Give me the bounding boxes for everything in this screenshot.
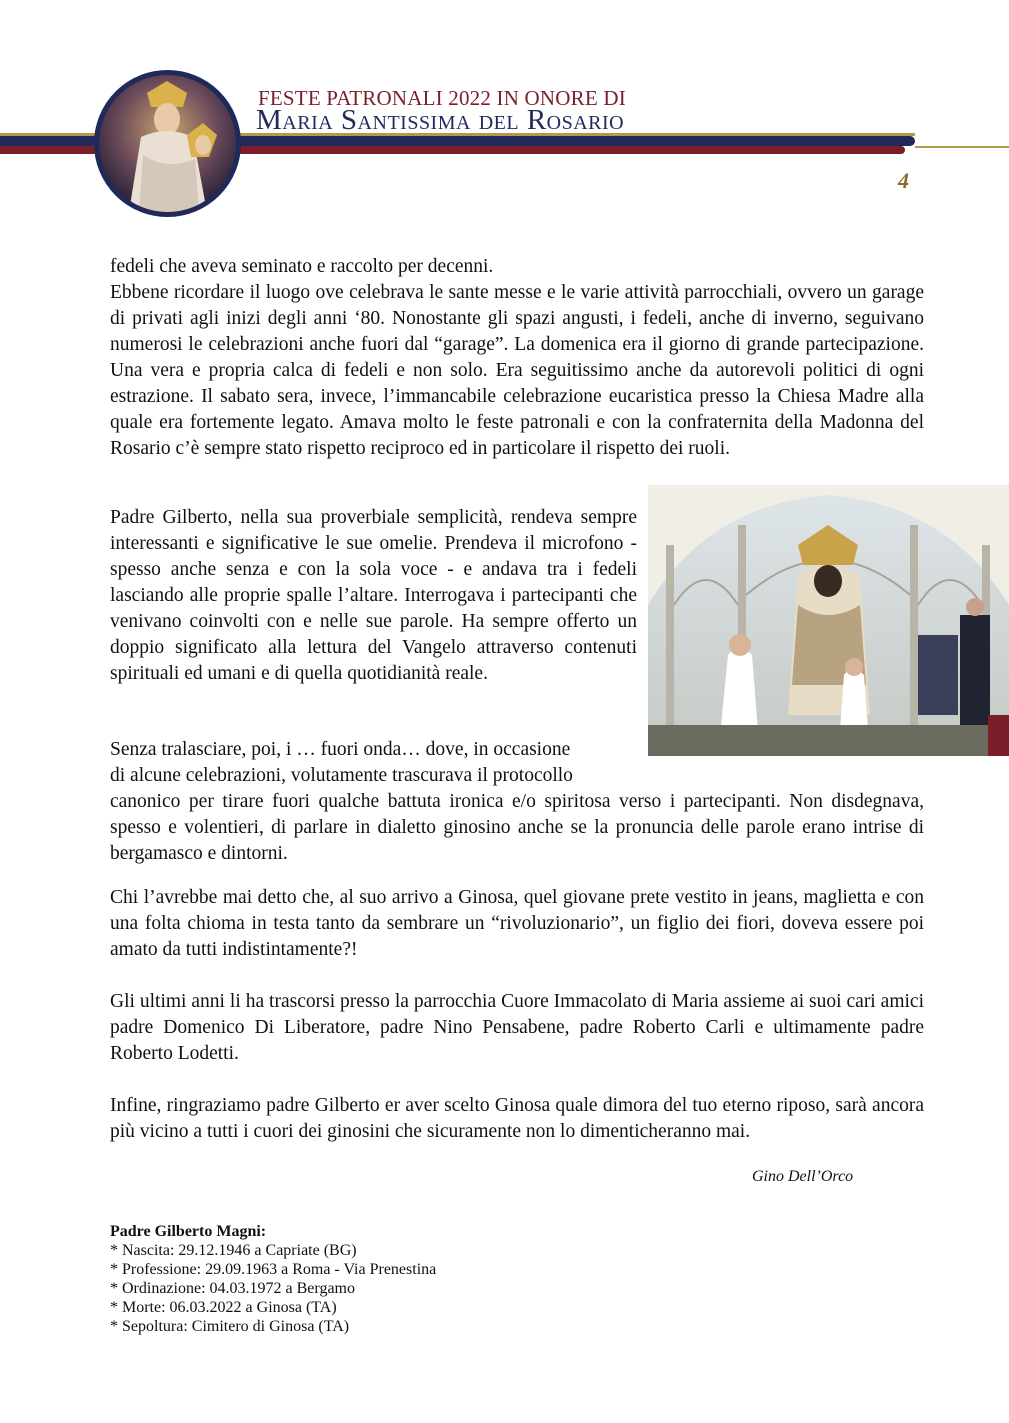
facts-title: Padre Gilberto Magni: xyxy=(110,1223,267,1240)
header-title: Maria Santissima del Rosario xyxy=(256,104,625,136)
paragraph-3-rest: canonico per tirare fuori qualche battuta ironica e/o spiritosa verso i partecipanti. Non disdegnava, spesso e volentieri, di parlare in dialetto ginosino anche se la pronuncia delle parole erano intrise di bergamasco e dintorni. xyxy=(110,791,924,864)
fact-burial: * Sepoltura: Cimitero di Ginosa (TA) xyxy=(110,1318,350,1335)
header-subtitle: FESTE PATRONALI 2022 IN ONORE DI xyxy=(258,86,626,110)
paragraph-2: Padre Gilberto, nella sua proverbiale semplicità, rendeva sempre interessanti e significative le sue omelie. Prendeva il microfono - spesso anche senza e con la sola voce - e andava tra i fedeli lasciando alle proprie spalle l’altare. Interrogava i partecipanti che venivano coinvolti con e nelle sue parole. Ha sempre offerto un doppio significato alla lettura del Vangelo attraverso contenuti spirituali ed umani e di quella quotidianità reale. xyxy=(110,507,637,684)
madonna-medallion-image xyxy=(94,70,241,217)
paragraph-1-line-1: fedeli che aveva seminato e raccolto per decenni. xyxy=(110,256,494,277)
procession-photo xyxy=(648,485,1009,756)
fact-ordination: * Ordinazione: 04.03.1972 a Bergamo xyxy=(110,1280,355,1297)
paragraph-3-line-2: di alcune celebrazioni, volutamente trascurava il protocollo xyxy=(110,765,573,786)
fact-death: * Morte: 06.03.2022 a Ginosa (TA) xyxy=(110,1299,337,1316)
author-signature: Gino Dell’Orco xyxy=(752,1168,854,1185)
header-gold-rule xyxy=(915,146,1009,148)
paragraph-5: Gli ultimi anni li ha trascorsi presso la parrocchia Cuore Immacolato di Maria assieme ai suoi cari amici padre Domenico Di Liberatore, padre Nino Pensabene, padre Roberto Carli e ultimamente padre Roberto Lodetti. xyxy=(110,991,924,1064)
paragraph-3 xyxy=(110,737,924,867)
page-number: 4 xyxy=(898,168,909,193)
paragraph-4: Chi l’avrebbe mai detto che, al suo arrivo a Ginosa, quel giovane prete vestito in jeans, maglietta e con una folta chioma in testa tanto da sembrare un “rivoluzionario”, un figlio dei fiori, doveva essere poi amato da tutti indistintamente?! xyxy=(110,887,924,960)
paragraph-1-body: Ebbene ricordare il luogo ove celebrava le sante messe e le varie attività parrocchiali, ovvero un garage di privati agli inizi degli anni ‘80. Nonostante gli spazi angusti, i fedeli, anche di inverno, seguivano numerosi le celebrazioni anche fuori dal “garage”. La domenica era il giorno di grande partecipazione. Una vera e propria calca di fedeli e non solo. Era seguitissimo anche da autorevoli politici di ogni estrazione. Il sabato sera, invece, l’immancabile celebrazione eucaristica presso la Chiesa Madre alla quale era fortemente legato. Amava molto le feste patronali e con la confraternita della Madonna del Rosario c’è sempre stato rispetto reciproco ed in particolare il rispetto dei ruoli. xyxy=(110,282,924,459)
fact-profession: * Professione: 29.09.1963 a Roma - Via Prenestina xyxy=(110,1261,437,1278)
fact-birth: * Nascita: 29.12.1946 a Capriate (BG) xyxy=(110,1242,357,1259)
paragraph-3-line-1: Senza tralasciare, poi, i … fuori onda… dove, in occasione xyxy=(110,739,571,760)
paragraph-6: Infine, ringraziamo padre Gilberto er aver scelto Ginosa quale dimora del tuo eterno riposo, sarà ancora più vicino a tutti i cuori dei ginosini che sicuramente non lo dimenticheranno mai. xyxy=(110,1095,924,1142)
biography-facts xyxy=(110,1222,436,1336)
paragraph-1 xyxy=(110,254,924,462)
